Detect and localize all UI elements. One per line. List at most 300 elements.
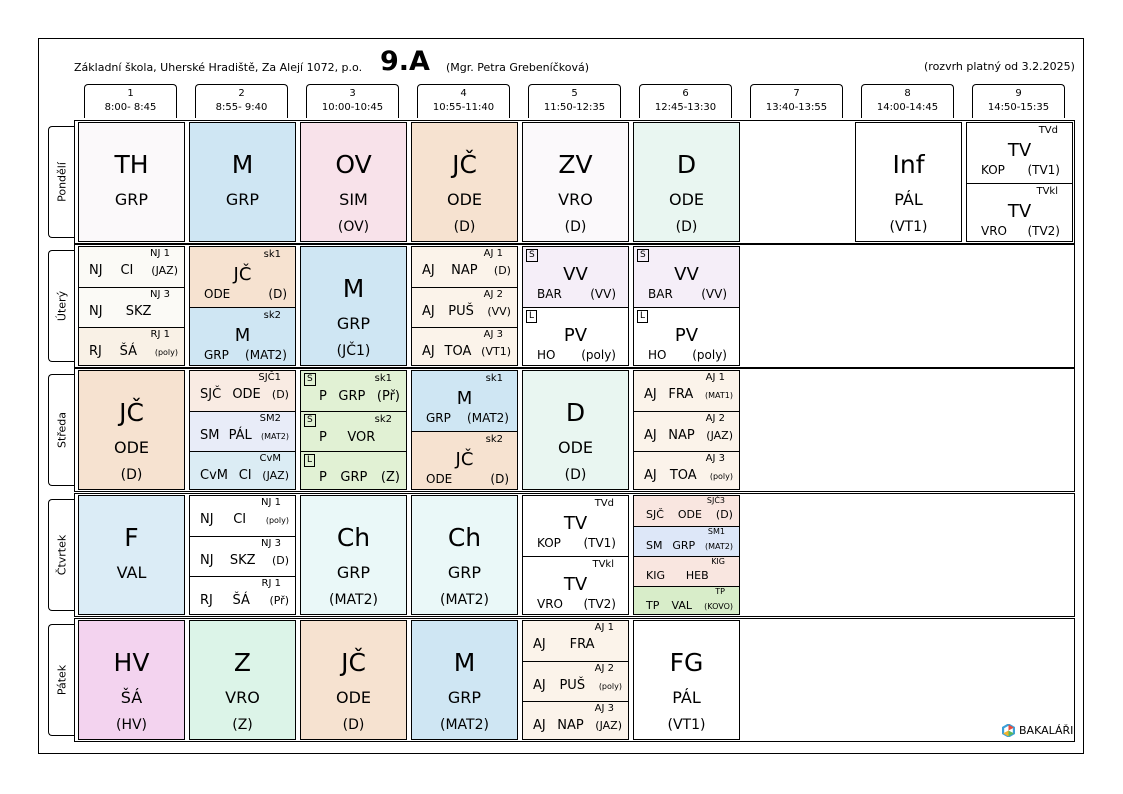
lesson-group bbox=[301, 411, 406, 451]
lesson-teacher: BAR bbox=[648, 287, 673, 301]
lesson-group bbox=[412, 371, 517, 431]
period-header bbox=[84, 84, 177, 118]
lesson-subject: JČ bbox=[455, 449, 474, 470]
period-number: 3 bbox=[349, 88, 356, 99]
lesson-group bbox=[79, 247, 184, 287]
lesson-group bbox=[190, 371, 295, 411]
lesson-cell bbox=[78, 620, 185, 740]
lesson-cell bbox=[300, 620, 407, 740]
lesson-cell bbox=[633, 620, 740, 740]
lesson-room: (D) bbox=[493, 264, 511, 277]
lesson-subject: PV bbox=[674, 325, 699, 346]
lesson-teacher: SKZ bbox=[125, 304, 152, 319]
lesson-line bbox=[190, 553, 295, 568]
group-label: AJ 1 bbox=[705, 372, 725, 383]
lesson-subject: AJ bbox=[422, 344, 435, 359]
lesson-room: (VV) bbox=[487, 305, 511, 318]
lesson-room: (D) bbox=[564, 467, 587, 483]
group-label: RJ 1 bbox=[261, 578, 281, 589]
lesson-subject: TV bbox=[1007, 201, 1032, 222]
lesson-subject: AJ bbox=[644, 387, 657, 402]
lesson-room: (poly) bbox=[598, 682, 622, 691]
lesson-group bbox=[634, 307, 739, 366]
period-number: 1 bbox=[127, 88, 134, 99]
lesson-teacher: KOP bbox=[981, 163, 1005, 177]
period-header bbox=[639, 84, 732, 118]
lesson-subject: NJ bbox=[89, 263, 103, 278]
day-name: Pondělí bbox=[55, 162, 68, 202]
lesson-subject: Ch bbox=[447, 523, 482, 552]
lesson-line bbox=[412, 263, 517, 278]
lesson-cell bbox=[78, 495, 185, 615]
lesson-cell bbox=[300, 246, 407, 366]
lesson-cell bbox=[633, 495, 740, 615]
group-label: SM1 bbox=[707, 527, 725, 536]
lesson-subject: TH bbox=[114, 150, 149, 179]
lesson-line bbox=[523, 597, 628, 611]
lesson-subject: M bbox=[231, 150, 254, 179]
group-label: SJČ1 bbox=[258, 372, 281, 383]
lesson-teacher: GRP bbox=[447, 563, 482, 582]
lesson-room: (D) bbox=[271, 388, 289, 401]
lesson-room: (MAT2) bbox=[245, 348, 287, 362]
lesson-subject: SM bbox=[200, 428, 220, 443]
lesson-teacher: NAP bbox=[557, 718, 584, 733]
lesson-cell bbox=[966, 122, 1073, 242]
bakalari-logo-text: BAKALÁŘI bbox=[1019, 724, 1074, 737]
lesson-teacher: PÁL bbox=[672, 688, 701, 707]
lesson-line bbox=[190, 593, 295, 608]
lesson-teacher: PÁL bbox=[228, 428, 252, 443]
lesson-teacher: ODE bbox=[677, 508, 702, 521]
lesson-teacher: ŠÁ bbox=[119, 344, 138, 359]
group-label: SJČ3 bbox=[706, 496, 725, 505]
day-label bbox=[48, 250, 74, 362]
period-time: 12:45-13:30 bbox=[654, 102, 717, 113]
lesson-subject: ZV bbox=[558, 150, 593, 179]
lesson-line bbox=[634, 428, 739, 443]
lesson-teacher: VAL bbox=[116, 563, 147, 582]
lesson-line bbox=[523, 287, 628, 301]
lesson-line bbox=[634, 599, 739, 612]
lesson-teacher: GRP bbox=[204, 348, 229, 362]
lesson-teacher: PUŠ bbox=[448, 304, 474, 319]
lesson-subject: OV bbox=[335, 150, 372, 179]
lesson-line bbox=[79, 344, 184, 359]
lesson-group bbox=[412, 287, 517, 327]
lesson-subject: AJ bbox=[644, 428, 657, 443]
lesson-room: (D) bbox=[490, 472, 509, 486]
period-number: 4 bbox=[460, 88, 467, 99]
lesson-subject: VV bbox=[674, 264, 699, 285]
lesson-group bbox=[967, 123, 1072, 183]
group-label: sk1 bbox=[374, 373, 392, 384]
lesson-teacher: GRP bbox=[336, 563, 371, 582]
lesson-room: (poly) bbox=[692, 348, 727, 362]
group-label: sk1 bbox=[263, 249, 281, 260]
lesson-teacher: FRA bbox=[569, 637, 595, 652]
lesson-teacher: GRP bbox=[447, 688, 482, 707]
lesson-line bbox=[523, 348, 628, 362]
group-label: sk2 bbox=[485, 434, 503, 445]
lesson-teacher: GRP bbox=[336, 314, 371, 333]
lesson-line bbox=[412, 344, 517, 359]
lesson-cell bbox=[522, 122, 629, 242]
period-number: 6 bbox=[682, 88, 689, 99]
lesson-subject: VV bbox=[563, 264, 588, 285]
lesson-room: (VV) bbox=[590, 287, 616, 301]
group-label: TVkl bbox=[1036, 186, 1058, 197]
lesson-room bbox=[175, 305, 179, 318]
lesson-cell bbox=[78, 246, 185, 366]
lesson-room: (poly) bbox=[709, 472, 733, 481]
lesson-cell bbox=[300, 122, 407, 242]
lesson-teacher: NAP bbox=[451, 263, 478, 278]
lesson-group bbox=[190, 536, 295, 576]
lesson-subject: JČ bbox=[119, 398, 144, 427]
lesson-group bbox=[523, 247, 628, 307]
group-label: AJ 1 bbox=[483, 248, 503, 259]
lesson-room: (KOVO) bbox=[704, 602, 733, 611]
lesson-group bbox=[634, 586, 739, 615]
lesson-subject: SJČ bbox=[200, 387, 222, 402]
period-header bbox=[528, 84, 621, 118]
lesson-group bbox=[412, 327, 517, 366]
lesson-room: (MAT2) bbox=[329, 592, 378, 608]
lesson-subject: TP bbox=[646, 599, 660, 612]
lesson-teacher: HO bbox=[537, 348, 556, 362]
group-label: RJ 1 bbox=[150, 329, 170, 340]
lesson-line bbox=[634, 287, 739, 301]
period-header bbox=[417, 84, 510, 118]
lesson-line bbox=[190, 348, 295, 362]
lesson-group bbox=[190, 496, 295, 536]
lesson-subject: TV bbox=[1007, 140, 1032, 161]
lesson-group bbox=[523, 701, 628, 740]
lesson-subject: JČ bbox=[233, 264, 252, 285]
lesson-line bbox=[301, 430, 406, 445]
lesson-teacher: ODE bbox=[557, 438, 594, 457]
lesson-cell bbox=[855, 122, 962, 242]
lesson-room: (JAZ) bbox=[595, 719, 622, 732]
lesson-group bbox=[634, 411, 739, 451]
lesson-teacher: ODE bbox=[113, 438, 150, 457]
lesson-cell bbox=[522, 495, 629, 615]
lesson-room: (HV) bbox=[115, 717, 148, 733]
group-badge: L bbox=[304, 454, 315, 467]
lesson-teacher: CI bbox=[233, 512, 247, 527]
lesson-room: (MAT2) bbox=[467, 411, 509, 425]
lesson-group bbox=[190, 411, 295, 451]
group-label: SM2 bbox=[259, 413, 281, 424]
lesson-subject: P bbox=[319, 389, 327, 404]
lesson-group bbox=[523, 556, 628, 615]
group-badge: S bbox=[304, 373, 316, 386]
lesson-teacher: VRO bbox=[225, 688, 260, 707]
day-name: Středa bbox=[55, 411, 68, 449]
lesson-room: (TV1) bbox=[1027, 163, 1060, 177]
lesson-cell bbox=[78, 122, 185, 242]
group-label: AJ 3 bbox=[483, 329, 503, 340]
lesson-room: (VT1) bbox=[889, 219, 928, 235]
lesson-group bbox=[190, 576, 295, 615]
lesson-group bbox=[523, 661, 628, 701]
lesson-cell bbox=[189, 620, 296, 740]
lesson-subject: AJ bbox=[533, 718, 546, 733]
lesson-subject: AJ bbox=[422, 304, 435, 319]
lesson-teacher: ODE bbox=[426, 472, 453, 486]
lesson-teacher: VRO bbox=[537, 597, 563, 611]
lesson-teacher: CI bbox=[120, 263, 134, 278]
lesson-line bbox=[634, 468, 739, 483]
lesson-cell bbox=[189, 246, 296, 366]
lesson-subject: D bbox=[676, 150, 697, 179]
group-label: AJ 2 bbox=[705, 413, 725, 424]
lesson-cell bbox=[189, 370, 296, 490]
day-name: Úterý bbox=[55, 290, 68, 322]
lesson-teacher: SIM bbox=[339, 190, 368, 209]
period-number: 8 bbox=[904, 88, 911, 99]
lesson-subject: RJ bbox=[89, 344, 102, 359]
lesson-group bbox=[523, 496, 628, 556]
lesson-subject: RJ bbox=[200, 593, 213, 608]
day-label bbox=[48, 374, 74, 486]
lesson-teacher: HO bbox=[648, 348, 667, 362]
group-label: AJ 1 bbox=[594, 622, 614, 633]
lesson-group bbox=[412, 247, 517, 287]
lesson-subject: AJ bbox=[422, 263, 435, 278]
lesson-teacher: GRP bbox=[225, 190, 260, 209]
lesson-teacher: PUŠ bbox=[559, 678, 586, 693]
lesson-teacher: GRP bbox=[338, 389, 366, 404]
lesson-room: (D) bbox=[564, 219, 587, 235]
lesson-room: (OV) bbox=[337, 219, 370, 235]
lesson-line bbox=[634, 508, 739, 521]
lesson-teacher: CI bbox=[238, 468, 252, 483]
lesson-cell bbox=[189, 122, 296, 242]
lesson-subject: M bbox=[342, 274, 365, 303]
day-label bbox=[48, 499, 74, 611]
lesson-room: (VT1) bbox=[667, 717, 706, 733]
lesson-line bbox=[190, 387, 295, 402]
group-badge: S bbox=[304, 414, 316, 427]
lesson-room: (TV2) bbox=[1027, 224, 1060, 238]
lesson-subject: AJ bbox=[644, 468, 657, 483]
period-time: 11:50-12:35 bbox=[543, 102, 606, 113]
lesson-teacher: GRP bbox=[426, 411, 451, 425]
lesson-subject: NJ bbox=[200, 512, 214, 527]
lesson-room: (MAT2) bbox=[261, 432, 289, 441]
lesson-subject: PV bbox=[563, 325, 588, 346]
lesson-teacher: VAL bbox=[671, 599, 692, 612]
lesson-group bbox=[634, 371, 739, 411]
group-label: sk1 bbox=[485, 373, 503, 384]
period-number: 9 bbox=[1015, 88, 1022, 99]
lesson-cell bbox=[411, 122, 518, 242]
lesson-teacher: TOA bbox=[444, 344, 472, 359]
lesson-teacher: NAP bbox=[668, 428, 695, 443]
lesson-line bbox=[190, 428, 295, 443]
lesson-room bbox=[729, 569, 733, 582]
period-header bbox=[195, 84, 288, 118]
period-header bbox=[861, 84, 954, 118]
lesson-line bbox=[634, 387, 739, 402]
group-label: NJ 3 bbox=[150, 289, 170, 300]
group-label: CvM bbox=[259, 453, 281, 464]
group-label: NJ 1 bbox=[150, 248, 170, 259]
lesson-line bbox=[412, 472, 517, 486]
group-label: TVd bbox=[594, 498, 614, 509]
lesson-group bbox=[634, 496, 739, 526]
lesson-cell bbox=[78, 370, 185, 490]
lesson-teacher: FRA bbox=[668, 387, 694, 402]
bakalari-logo bbox=[1002, 724, 1073, 737]
group-label: AJ 2 bbox=[594, 663, 614, 674]
lesson-subject: SJČ bbox=[646, 508, 664, 521]
group-label: TVd bbox=[1038, 125, 1058, 136]
lesson-line bbox=[190, 468, 295, 483]
day-name: Čtvrtek bbox=[55, 534, 68, 576]
lesson-subject: P bbox=[319, 430, 327, 445]
lesson-room: (MAT2) bbox=[440, 592, 489, 608]
lesson-cell bbox=[300, 495, 407, 615]
lesson-line bbox=[967, 163, 1072, 177]
lesson-teacher: KOP bbox=[537, 536, 561, 550]
lesson-teacher: ODE bbox=[232, 387, 261, 402]
lesson-teacher: GRP bbox=[672, 539, 696, 552]
lesson-cell bbox=[411, 620, 518, 740]
lesson-subject: TV bbox=[563, 513, 588, 534]
lesson-group bbox=[79, 327, 184, 366]
lesson-subject: NJ bbox=[200, 553, 214, 568]
lesson-cell bbox=[633, 122, 740, 242]
lesson-line bbox=[634, 539, 739, 552]
lesson-group bbox=[301, 451, 406, 490]
lesson-group bbox=[301, 371, 406, 411]
lesson-cell bbox=[633, 370, 740, 490]
lesson-group bbox=[523, 621, 628, 661]
lesson-teacher: ODE bbox=[446, 190, 483, 209]
lesson-cell bbox=[411, 495, 518, 615]
period-time: 14:00-14:45 bbox=[876, 102, 939, 113]
lesson-line bbox=[634, 348, 739, 362]
lesson-subject: Inf bbox=[892, 150, 925, 179]
lesson-teacher: VRO bbox=[558, 190, 593, 209]
lesson-subject: HV bbox=[113, 648, 150, 677]
school-name: Základní škola, Uherské Hradiště, Za Alejí 1072, p.o. bbox=[74, 61, 363, 74]
lesson-room: (poly) bbox=[154, 348, 178, 357]
period-header bbox=[750, 84, 843, 118]
lesson-teacher: HEB bbox=[685, 569, 709, 582]
lesson-subject: AJ bbox=[533, 678, 546, 693]
lesson-subject: TV bbox=[563, 574, 588, 595]
lesson-subject: CvM bbox=[200, 468, 228, 483]
lesson-group bbox=[634, 526, 739, 556]
lesson-line bbox=[523, 637, 628, 652]
lesson-line bbox=[523, 718, 628, 733]
period-number: 7 bbox=[793, 88, 800, 99]
lesson-line bbox=[412, 411, 517, 425]
lesson-room bbox=[396, 430, 400, 445]
lesson-line bbox=[79, 304, 184, 319]
lesson-group bbox=[634, 556, 739, 586]
lesson-room: (D) bbox=[453, 219, 476, 235]
lesson-cell bbox=[633, 246, 740, 366]
lesson-line bbox=[412, 304, 517, 319]
lesson-teacher: GRP bbox=[114, 190, 149, 209]
group-label: AJ 3 bbox=[594, 703, 614, 714]
group-badge: S bbox=[526, 249, 538, 262]
lesson-room: (Př) bbox=[269, 594, 289, 607]
lesson-room: (D) bbox=[715, 508, 733, 521]
lesson-cell bbox=[189, 495, 296, 615]
group-label: TP bbox=[715, 587, 725, 596]
lesson-group bbox=[523, 307, 628, 366]
lesson-room: (VV) bbox=[701, 287, 727, 301]
lesson-teacher: SKZ bbox=[229, 553, 256, 568]
lesson-teacher: VOR bbox=[347, 430, 376, 445]
day-name: Pátek bbox=[55, 664, 68, 696]
lesson-room: (MAT2) bbox=[440, 717, 489, 733]
lesson-subject: NJ bbox=[89, 304, 103, 319]
group-badge: L bbox=[526, 310, 537, 323]
lesson-teacher: ODE bbox=[204, 287, 231, 301]
lesson-subject: M bbox=[453, 648, 476, 677]
lesson-subject: AJ bbox=[533, 637, 546, 652]
group-label: TVkl bbox=[592, 559, 614, 570]
lesson-subject: Ch bbox=[336, 523, 371, 552]
lesson-cell bbox=[522, 370, 629, 490]
lesson-group bbox=[634, 247, 739, 307]
lesson-room: (JAZ) bbox=[262, 469, 289, 482]
lesson-group bbox=[190, 247, 295, 307]
lesson-room: (D) bbox=[120, 467, 143, 483]
class-title: 9.A bbox=[380, 46, 430, 77]
lesson-cell bbox=[300, 370, 407, 490]
lesson-teacher: PÁL bbox=[894, 190, 923, 209]
lesson-room: (MAT2) bbox=[705, 542, 733, 551]
lesson-subject: JČ bbox=[341, 648, 366, 677]
lesson-room: (Z) bbox=[380, 470, 400, 485]
lesson-room: (JČ1) bbox=[336, 343, 371, 359]
lesson-line bbox=[79, 263, 184, 278]
lesson-teacher: GRP bbox=[340, 470, 368, 485]
group-label: sk2 bbox=[374, 414, 392, 425]
lesson-room bbox=[619, 638, 623, 651]
lesson-line bbox=[523, 678, 628, 693]
group-label: AJ 3 bbox=[705, 453, 725, 464]
lesson-room: (D) bbox=[342, 717, 365, 733]
lesson-subject: F bbox=[124, 523, 139, 552]
period-time: 10:55-11:40 bbox=[432, 102, 495, 113]
lesson-line bbox=[523, 536, 628, 550]
lesson-room: (Z) bbox=[232, 717, 253, 733]
lesson-subject: D bbox=[565, 398, 586, 427]
lesson-room: (TV1) bbox=[583, 536, 616, 550]
period-number: 2 bbox=[238, 88, 245, 99]
lesson-line bbox=[301, 470, 406, 485]
class-teacher: (Mgr. Petra Grebeníčková) bbox=[446, 61, 589, 74]
day-label bbox=[48, 624, 74, 736]
lesson-room: (Př) bbox=[376, 389, 400, 404]
lesson-subject: P bbox=[319, 470, 327, 485]
lesson-room: (D) bbox=[268, 287, 287, 301]
period-time: 8:00- 8:45 bbox=[104, 102, 157, 113]
group-label: sk2 bbox=[263, 310, 281, 321]
lesson-room: (JAZ) bbox=[706, 429, 733, 442]
lesson-line bbox=[967, 224, 1072, 238]
lesson-group bbox=[412, 431, 517, 490]
